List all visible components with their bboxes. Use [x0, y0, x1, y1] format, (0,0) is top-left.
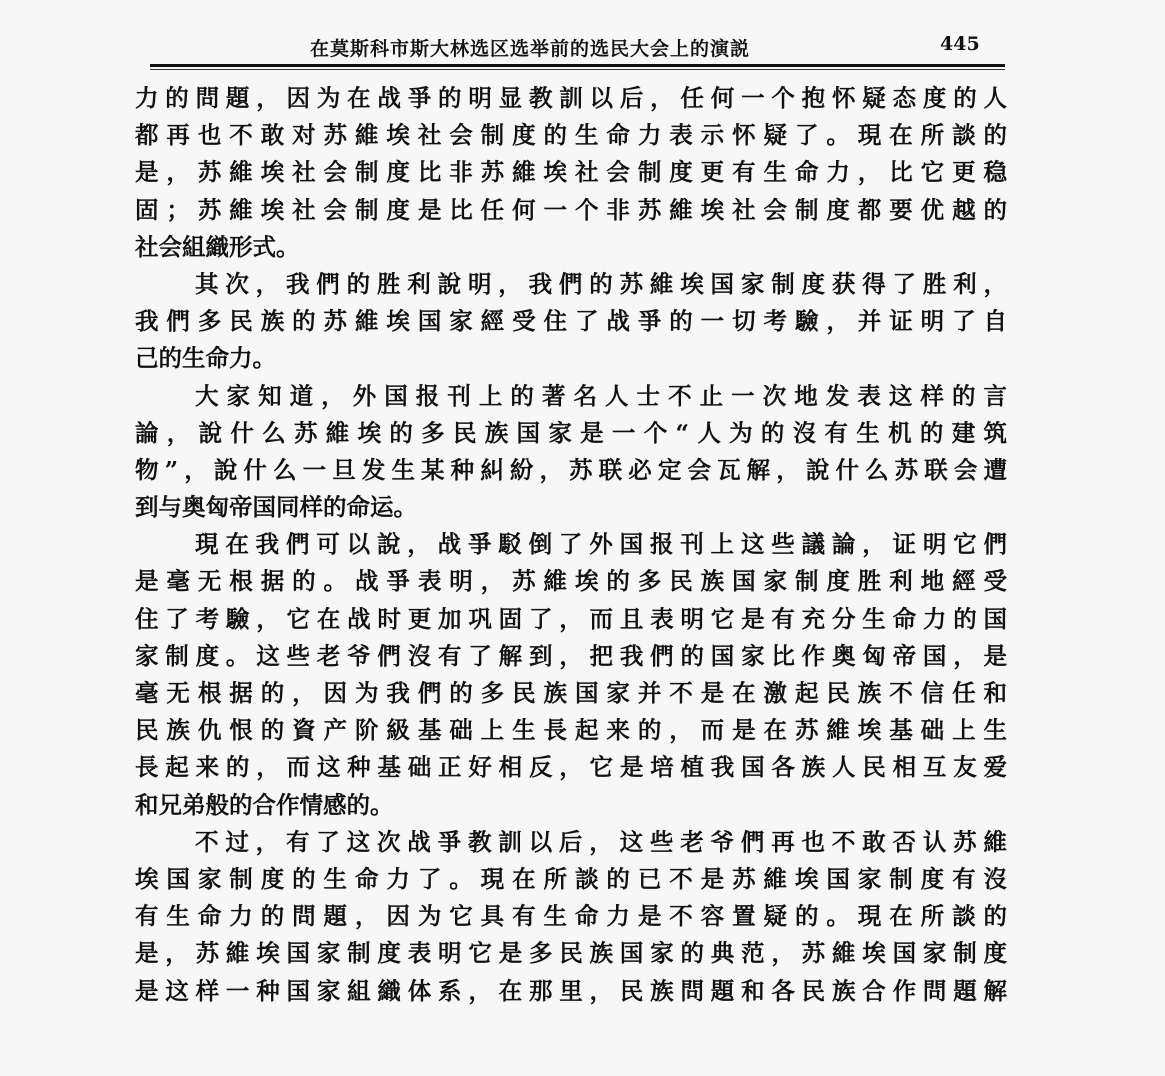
- text-line: 是这样一种国家組織体系，在那里，民族問題和各民族合作問題解: [135, 976, 1007, 1005]
- body-text: [135, 80, 1007, 1010]
- text-line: 固；苏維埃社会制度是比任何一个非苏維埃社会制度都要优越的: [135, 195, 1007, 224]
- text-line: 己的生命力。: [135, 344, 276, 373]
- running-head: [150, 30, 1005, 64]
- text-line: 都再也不敢对苏維埃社会制度的生命力表示怀疑了。現在所談的: [135, 121, 1007, 150]
- text-line: 大家知道，外国报刊上的著名人士不止一次地发表这样的言: [195, 381, 1007, 410]
- text-line: 物”，說什么一旦发生某种糾紛，苏联必定会瓦解，說什么苏联会遭: [135, 455, 1007, 484]
- header-rule-thin: [150, 69, 1005, 70]
- text-line: 家制度。这些老爷們沒有了解到，把我們的国家比作奥匈帝国，是: [135, 641, 1007, 670]
- running-title: 在莫斯科市斯大林选区选举前的选民大会上的演説: [310, 38, 751, 60]
- text-line: 民族仇恨的資产阶級基础上生長起来的，而是在苏維埃基础上生: [135, 716, 1007, 745]
- text-line: 不过，有了这次战爭教訓以后，这些老爷們再也不敢否认苏維: [195, 827, 1007, 856]
- text-line: 社会組織形式。: [135, 232, 300, 261]
- text-line: 力的問題，因为在战爭的明显教訓以后，任何一个抱怀疑态度的人: [135, 84, 1007, 112]
- text-line: 是，苏維埃社会制度比非苏維埃社会制度更有生命力，比它更稳: [135, 158, 1007, 187]
- header-rule: [150, 64, 1005, 67]
- text-line: 我們多民族的苏維埃国家經受住了战爭的一切考驗，并证明了自: [135, 307, 1007, 336]
- text-line: 其次，我們的胜利說明，我們的苏維埃国家制度获得了胜利，: [195, 269, 1007, 298]
- text-line: 現在我們可以說，战爭駁倒了外国报刊上这些議論，证明它們: [195, 530, 1007, 559]
- text-line: 有生命力的問題，因为它具有生命力是不容置疑的。現在所談的: [135, 902, 1007, 931]
- text-line: 埃国家制度的生命力了。現在所談的已不是苏維埃国家制度有沒: [135, 864, 1007, 893]
- text-line: 是，苏維埃国家制度表明它是多民族国家的典范，苏維埃国家制度: [135, 939, 1007, 968]
- text-line: 和兄弟般的合作情感的。: [135, 790, 394, 819]
- text-line: 長起来的，而这种基础正好相反，它是培植我国各族人民相互友爱: [135, 753, 1007, 782]
- text-line: 論，說什么苏維埃的多民族国家是一个“人为的沒有生机的建筑: [135, 418, 1007, 447]
- text-line: 到与奥匈帝国同样的命运。: [135, 493, 417, 522]
- page-number: 445: [940, 33, 980, 55]
- text-line: 住了考驗，它在战时更加巩固了，而且表明它是有充分生命力的国: [135, 604, 1007, 633]
- text-line: 是毫无根据的。战爭表明，苏維埃的多民族国家制度胜利地經受: [135, 567, 1007, 596]
- text-line: 毫无根据的，因为我們的多民族国家并不是在激起民族不信任和: [135, 679, 1007, 707]
